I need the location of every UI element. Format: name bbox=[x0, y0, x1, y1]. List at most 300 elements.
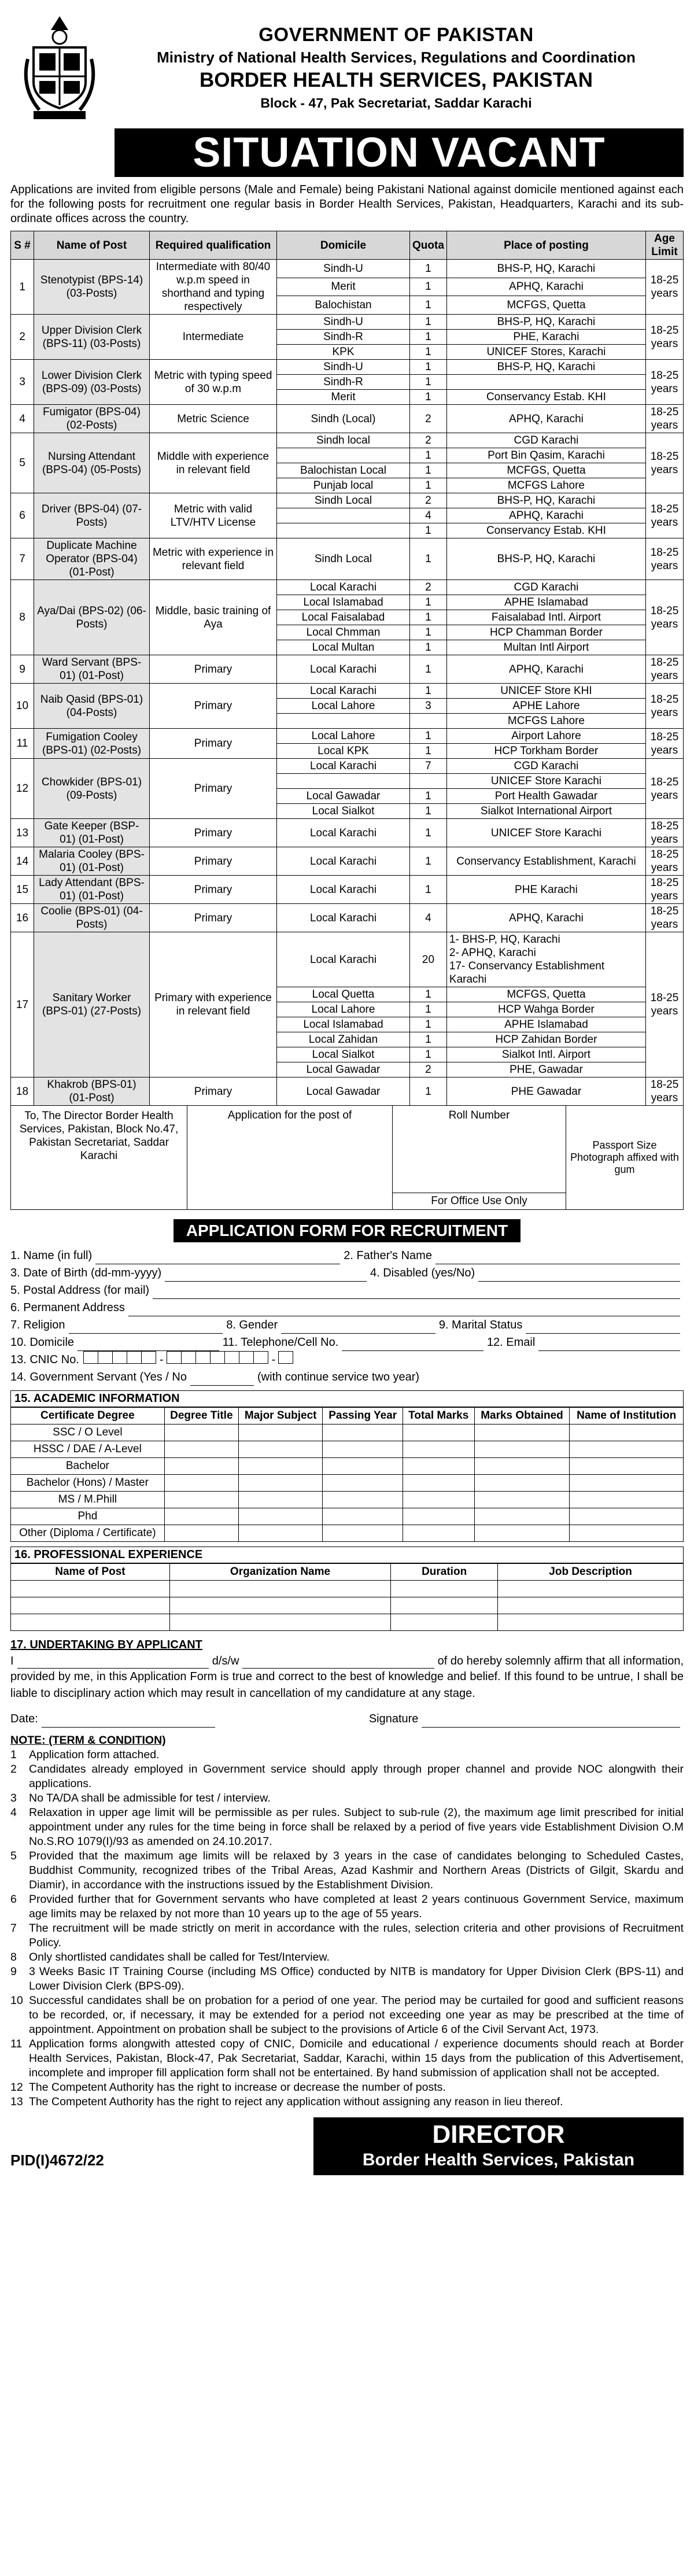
experience-input-cell[interactable] bbox=[11, 1581, 170, 1597]
cnic-digit-box bbox=[195, 1351, 211, 1364]
posting-cell: APHQ, Karachi bbox=[446, 508, 645, 523]
academic-input-cell[interactable] bbox=[164, 1475, 238, 1492]
undertaking-title: 17. UNDERTAKING BY APPLICANT bbox=[10, 1638, 202, 1651]
quota-cell: 1 bbox=[410, 789, 447, 804]
postal-address-label: 5. Postal Address (for mail) bbox=[10, 1284, 150, 1297]
postal-address-field[interactable] bbox=[153, 1286, 680, 1299]
dob-label: 3. Date of Birth (dd-mm-yyyy) bbox=[10, 1267, 162, 1279]
academic-input-cell[interactable] bbox=[238, 1458, 323, 1475]
table-header-cell: Domicile bbox=[277, 231, 410, 260]
age-limit-cell: 18-25 years bbox=[646, 493, 684, 538]
note-number: 2 bbox=[10, 1763, 17, 1776]
post-name-cell: Nursing Attendant (BPS-04) (05-Posts) bbox=[34, 433, 150, 493]
experience-input-cell[interactable] bbox=[391, 1614, 498, 1631]
academic-input-cell[interactable] bbox=[474, 1458, 570, 1475]
quota-cell: 1 bbox=[410, 375, 447, 390]
quota-cell: 1 bbox=[410, 625, 447, 640]
table-row bbox=[11, 1077, 684, 1106]
quota-cell: 1 bbox=[410, 610, 447, 625]
experience-row bbox=[11, 1597, 684, 1614]
posting-cell: CGD Karachi bbox=[446, 580, 645, 595]
academic-header-cell: Name of Institution bbox=[570, 1408, 684, 1424]
serial-cell: 17 bbox=[11, 932, 34, 1077]
note-text: Only shortlisted candidates shall be called for Test/Interview. bbox=[29, 1951, 330, 1964]
posting-cell: HCP Zahidan Border bbox=[446, 1032, 645, 1047]
domicile-cell: Sindh-U bbox=[277, 315, 410, 330]
posting-cell: APHE Lahore bbox=[446, 699, 645, 714]
domicile-cell: Sindh-R bbox=[277, 330, 410, 345]
academic-row bbox=[11, 1525, 684, 1542]
posting-cell: Port Health Gawadar bbox=[446, 789, 645, 804]
serial-cell: 5 bbox=[11, 433, 34, 493]
domicile-cell bbox=[277, 714, 410, 729]
religion-label: 7. Religion bbox=[10, 1319, 65, 1331]
religion-field[interactable] bbox=[69, 1321, 223, 1334]
serial-cell: 6 bbox=[11, 493, 34, 538]
experience-row bbox=[11, 1581, 684, 1597]
quota-cell: 1 bbox=[410, 330, 447, 345]
form-title: APPLICATION FORM FOR RECRUITMENT bbox=[174, 1219, 520, 1242]
qualification-cell: Intermediate bbox=[150, 315, 277, 360]
experience-input-cell[interactable] bbox=[498, 1614, 684, 1631]
posting-cell: APHE Islamabad bbox=[446, 1017, 645, 1032]
note-item bbox=[10, 1791, 684, 1806]
terms-title: NOTE: (TERM & CONDITION) bbox=[10, 1734, 166, 1747]
domicile-cell: Balochistan bbox=[277, 296, 410, 315]
domicile-cell: Local Faisalabad bbox=[277, 610, 410, 625]
cnic-digit-box bbox=[127, 1351, 142, 1364]
undertaking-name-field[interactable] bbox=[17, 1656, 209, 1669]
post-name-cell: Coolie (BPS-01) (04-Posts) bbox=[34, 904, 150, 932]
academic-input-cell[interactable] bbox=[238, 1424, 323, 1441]
serial-cell: 1 bbox=[11, 260, 34, 315]
quota-cell: 1 bbox=[410, 876, 447, 904]
quota-cell: 1 bbox=[410, 390, 447, 405]
domicile-cell: Local Karachi bbox=[277, 580, 410, 595]
academic-input-cell[interactable] bbox=[323, 1441, 403, 1458]
experience-section-title: 16. PROFESSIONAL EXPERIENCE bbox=[10, 1547, 684, 1563]
cnic-digit-box bbox=[167, 1351, 182, 1364]
age-limit-cell: 18-25 years bbox=[646, 580, 684, 655]
cnic-digit-box bbox=[83, 1351, 98, 1364]
note-text: Application form attached. bbox=[29, 1748, 160, 1761]
post-name-cell: Driver (BPS-04) (07-Posts) bbox=[34, 493, 150, 538]
domicile-cell bbox=[277, 774, 410, 789]
experience-input-cell[interactable] bbox=[498, 1581, 684, 1597]
vacancy-table bbox=[10, 231, 684, 1106]
undertaking-text2: provided by me, in this Application Form is true and correct to the best of knowledge and belief. If this found to be untrue, I shall be liable to disciplinary action which may result in cancellation of my candidature at any stage. bbox=[10, 1670, 684, 1700]
note-text: No TA/DA shall be admissible for test / interview. bbox=[29, 1792, 271, 1804]
posting-cell: APHQ, Karachi bbox=[446, 655, 645, 684]
posting-cell: CGD Karachi bbox=[446, 759, 645, 774]
note-item bbox=[10, 1762, 684, 1791]
posting-cell: Conservancy Estab. KHI bbox=[446, 390, 645, 405]
post-name-cell: Duplicate Machine Operator (BPS-04) (01-Post) bbox=[34, 538, 150, 580]
academic-input-cell[interactable] bbox=[474, 1441, 570, 1458]
academic-header-cell: Degree Title bbox=[164, 1408, 238, 1424]
note-item bbox=[10, 1921, 684, 1950]
academic-input-cell[interactable] bbox=[570, 1508, 684, 1525]
academic-input-cell[interactable] bbox=[570, 1475, 684, 1492]
cnic-digit-box bbox=[278, 1351, 293, 1364]
experience-header-cell: Job Description bbox=[498, 1564, 684, 1581]
table-row bbox=[11, 819, 684, 847]
age-limit-cell: 18-25 years bbox=[646, 819, 684, 847]
academic-input-cell[interactable] bbox=[323, 1492, 403, 1508]
cnic-digit-box bbox=[98, 1351, 113, 1364]
quota-cell: 4 bbox=[410, 508, 447, 523]
permanent-address-field[interactable] bbox=[128, 1304, 680, 1316]
quota-cell: 2 bbox=[410, 405, 447, 433]
quota-cell: 2 bbox=[410, 1062, 447, 1077]
cnic-field[interactable] bbox=[84, 1351, 293, 1368]
disabled-field[interactable] bbox=[478, 1269, 680, 1282]
experience-header-cell: Name of Post bbox=[11, 1564, 170, 1581]
age-limit-cell: 18-25 years bbox=[646, 847, 684, 876]
quota-cell: 1 bbox=[410, 847, 447, 876]
domicile-field[interactable] bbox=[77, 1338, 219, 1351]
qualification-cell: Primary bbox=[150, 876, 277, 904]
academic-input-cell[interactable] bbox=[403, 1441, 474, 1458]
qualification-cell: Metric with typing speed of 30 w.p.m bbox=[150, 360, 277, 405]
post-name-cell: Naib Qasid (BPS-01) (04-Posts) bbox=[34, 684, 150, 729]
domicile-cell: KPK bbox=[277, 345, 410, 360]
domicile-cell bbox=[277, 508, 410, 523]
domicile-cell bbox=[277, 523, 410, 538]
post-name-cell: Lady Attendant (BPS-01) (01-Post) bbox=[34, 876, 150, 904]
note-number: 13 bbox=[10, 2095, 23, 2108]
ministry-title: Ministry of National Health Services, Regulations and Coordination bbox=[157, 49, 636, 66]
domicile-cell: Local Gawadar bbox=[277, 1077, 410, 1106]
posting-cell: APHQ, Karachi bbox=[446, 405, 645, 433]
qualification-cell: Metric Science bbox=[150, 405, 277, 433]
post-name-cell: Malaria Cooley (BPS-01) (01-Post) bbox=[34, 847, 150, 876]
qualification-cell: Primary bbox=[150, 1077, 277, 1106]
academic-header-cell: Marks Obtained bbox=[474, 1408, 570, 1424]
telephone-field[interactable] bbox=[342, 1338, 483, 1351]
academic-input-cell[interactable] bbox=[403, 1424, 474, 1441]
post-name-cell: Fumigator (BPS-04) (02-Posts) bbox=[34, 405, 150, 433]
date-field[interactable] bbox=[42, 1715, 215, 1728]
cnic-dash: - bbox=[159, 1353, 164, 1366]
posting-cell: Faisalabad Intl. Airport bbox=[446, 610, 645, 625]
table-row bbox=[11, 260, 684, 278]
table-header-cell: Name of Post bbox=[34, 231, 150, 260]
academic-input-cell[interactable] bbox=[403, 1525, 474, 1542]
quota-cell: 1 bbox=[410, 1047, 447, 1062]
posting-cell: MCFGS, Quetta bbox=[446, 296, 645, 315]
academic-input-cell[interactable] bbox=[238, 1441, 323, 1458]
academic-input-cell[interactable] bbox=[570, 1525, 684, 1542]
academic-input-cell[interactable] bbox=[323, 1458, 403, 1475]
gender-field[interactable] bbox=[281, 1321, 435, 1334]
intro-paragraph: Applications are invited from eligible persons (Male and Female) being Pakistani National against domicile mentioned against each for the following posts for recruitment one regular basis in Border Health Services, Pakistan, Headquarters, Karachi and its sub-ordinate offices across the country. bbox=[10, 183, 684, 225]
note-item bbox=[10, 1892, 684, 1921]
application-header-box bbox=[10, 1106, 684, 1210]
table-row bbox=[11, 538, 684, 580]
experience-input-cell[interactable] bbox=[11, 1614, 170, 1631]
cnic-digit-box bbox=[239, 1351, 254, 1364]
cnic-digit-box bbox=[210, 1351, 225, 1364]
quota-cell: 7 bbox=[410, 759, 447, 774]
academic-table bbox=[10, 1407, 684, 1542]
domicile-cell: Local Karachi bbox=[277, 847, 410, 876]
quota-cell: 2 bbox=[410, 580, 447, 595]
qualification-cell: Primary bbox=[150, 759, 277, 819]
posting-cell: 1- BHS-P, HQ, Karachi 2- APHQ, Karachi 17- Conservancy Establishment Karachi bbox=[446, 932, 645, 987]
academic-input-cell[interactable] bbox=[164, 1458, 238, 1475]
marital-status-field[interactable] bbox=[526, 1321, 680, 1334]
domicile-label: 10. Domicile bbox=[10, 1336, 75, 1349]
experience-input-cell[interactable] bbox=[498, 1597, 684, 1614]
serial-cell: 16 bbox=[11, 904, 34, 932]
academic-input-cell[interactable] bbox=[164, 1424, 238, 1441]
quota-cell: 2 bbox=[410, 433, 447, 448]
academic-header-cell: Total Marks bbox=[403, 1408, 474, 1424]
academic-input-cell[interactable] bbox=[474, 1492, 570, 1508]
cnic-digit-box bbox=[181, 1351, 196, 1364]
table-row bbox=[11, 729, 684, 744]
academic-input-cell[interactable] bbox=[323, 1475, 403, 1492]
quota-cell: 1 bbox=[410, 315, 447, 330]
note-text: Application forms alongwith attested copy of CNIC, Domicile and educational / experience documents should reach at Border Health Services, Pakistan, Block-47, Pak Secretariat, Saddar, Karachi, within 15 days from the publication of this Advertisement, incomplete and improper fill application form shall not be entertained. By hand submission of application shall not be accepted. bbox=[29, 2038, 684, 2079]
qualification-cell: Primary bbox=[150, 684, 277, 729]
academic-input-cell[interactable] bbox=[323, 1525, 403, 1542]
note-number: 9 bbox=[10, 1965, 17, 1978]
domicile-cell: Local Karachi bbox=[277, 759, 410, 774]
table-row bbox=[11, 932, 684, 987]
serial-cell: 8 bbox=[11, 580, 34, 655]
addressee: To, The Director Border Health Services, Pakistan, Block No.47, Pakistan Secretariat, Saddar Karachi bbox=[11, 1106, 187, 1209]
domicile-cell: Local Sialkot bbox=[277, 804, 410, 819]
academic-input-cell[interactable] bbox=[323, 1508, 403, 1525]
note-text: Provided further that for Government servants who have completed at least 2 years continuous Government Service, maximum age limits may be relaxed by not more than 10 years up to the age of 55 years. bbox=[29, 1893, 684, 1920]
note-text: The recruitment will be made strictly on merit in accordance with the rules, selection criteria and other provisions of Recruitment Policy. bbox=[29, 1922, 684, 1949]
academic-header-cell: Major Subject bbox=[238, 1408, 323, 1424]
undertaking-section bbox=[10, 1637, 684, 1728]
domicile-cell: Sindh Local bbox=[277, 493, 410, 508]
note-number: 8 bbox=[10, 1951, 17, 1964]
academic-input-cell[interactable] bbox=[238, 1525, 323, 1542]
posting-cell: CGD Karachi bbox=[446, 433, 645, 448]
roll-number-label: Roll Number bbox=[448, 1109, 510, 1121]
quota-cell: 1 bbox=[410, 595, 447, 610]
quota-cell: 1 bbox=[410, 655, 447, 684]
posting-cell: Airport Lahore bbox=[446, 729, 645, 744]
posting-cell: HCP Chamman Border bbox=[446, 625, 645, 640]
table-row bbox=[11, 315, 684, 330]
academic-row bbox=[11, 1458, 684, 1475]
quota-cell: 1 bbox=[410, 1002, 447, 1017]
experience-table bbox=[10, 1563, 684, 1631]
table-row bbox=[11, 684, 684, 699]
age-limit-cell: 18-25 years bbox=[646, 932, 684, 1077]
note-item bbox=[10, 1748, 684, 1762]
quota-cell: 1 bbox=[410, 278, 447, 296]
post-name-cell: Aya/Dai (BPS-02) (06-Posts) bbox=[34, 580, 150, 655]
academic-input-cell[interactable] bbox=[238, 1508, 323, 1525]
serial-cell: 10 bbox=[11, 684, 34, 729]
cnic-digit-box bbox=[141, 1351, 156, 1364]
table-row bbox=[11, 847, 684, 876]
experience-input-cell[interactable] bbox=[391, 1581, 498, 1597]
academic-degree-cell: HSSC / DAE / A-Level bbox=[11, 1441, 165, 1458]
academic-degree-cell: Phd bbox=[11, 1508, 165, 1525]
table-row bbox=[11, 580, 684, 595]
table-row bbox=[11, 876, 684, 904]
serial-cell: 4 bbox=[11, 405, 34, 433]
serial-cell: 13 bbox=[11, 819, 34, 847]
vacancy-table-header bbox=[11, 231, 684, 260]
domicile-cell: Local Quetta bbox=[277, 987, 410, 1002]
academic-degree-cell: Bachelor (Hons) / Master bbox=[11, 1475, 165, 1492]
posting-cell: APHE Islamabad bbox=[446, 595, 645, 610]
serial-cell: 3 bbox=[11, 360, 34, 405]
undertaking-relation-field[interactable] bbox=[242, 1656, 434, 1669]
academic-header-cell: Certificate Degree bbox=[11, 1408, 165, 1424]
application-post-field[interactable] bbox=[187, 1106, 393, 1209]
academic-input-cell[interactable] bbox=[474, 1525, 570, 1542]
posting-cell: PHE Gawadar bbox=[446, 1077, 645, 1106]
quota-cell bbox=[410, 774, 447, 789]
experience-input-cell[interactable] bbox=[169, 1597, 390, 1614]
academic-row bbox=[11, 1441, 684, 1458]
academic-input-cell[interactable] bbox=[403, 1508, 474, 1525]
posting-cell: BHS-P, HQ, Karachi bbox=[446, 538, 645, 580]
age-limit-cell: 18-25 years bbox=[646, 315, 684, 360]
quota-cell: 1 bbox=[410, 729, 447, 744]
academic-input-cell[interactable] bbox=[474, 1475, 570, 1492]
domicile-cell: Local Sialkot bbox=[277, 1047, 410, 1062]
academic-input-cell[interactable] bbox=[570, 1458, 684, 1475]
academic-input-cell[interactable] bbox=[164, 1441, 238, 1458]
note-number: 4 bbox=[10, 1806, 17, 1819]
experience-row bbox=[11, 1614, 684, 1631]
qualification-cell: Metric with valid LTV/HTV License bbox=[150, 493, 277, 538]
academic-input-cell[interactable] bbox=[474, 1424, 570, 1441]
domicile-cell: Local Lahore bbox=[277, 729, 410, 744]
domicile-cell: Sindh-U bbox=[277, 360, 410, 375]
undertaking-dsw: d/s/w bbox=[212, 1655, 239, 1667]
quota-cell: 1 bbox=[410, 1032, 447, 1047]
age-limit-cell: 18-25 years bbox=[646, 904, 684, 932]
name-label: 1. Name (in full) bbox=[10, 1249, 93, 1262]
govt-title: GOVERNMENT OF PAKISTAN bbox=[259, 24, 534, 45]
note-number: 3 bbox=[10, 1792, 17, 1804]
quota-cell: 2 bbox=[410, 493, 447, 508]
academic-input-cell[interactable] bbox=[238, 1492, 323, 1508]
post-name-cell: Sanitary Worker (BPS-01) (27-Posts) bbox=[34, 932, 150, 1077]
posting-cell: UNICEF Store Karachi bbox=[446, 819, 645, 847]
table-row bbox=[11, 759, 684, 774]
situation-vacant-banner: SITUATION VACANT bbox=[115, 128, 684, 177]
note-item bbox=[10, 1965, 684, 1994]
posting-cell: UNICEF Store Karachi bbox=[446, 774, 645, 789]
academic-input-cell[interactable] bbox=[570, 1441, 684, 1458]
academic-input-cell[interactable] bbox=[164, 1508, 238, 1525]
academic-input-cell[interactable] bbox=[164, 1525, 238, 1542]
quota-cell: 1 bbox=[410, 987, 447, 1002]
cnic-digit-box bbox=[224, 1351, 239, 1364]
table-header-cell: S # bbox=[11, 231, 34, 260]
domicile-cell: Local Karachi bbox=[277, 684, 410, 699]
post-name-cell: Ward Servant (BPS-01) (01-Post) bbox=[34, 655, 150, 684]
signature-label: Signature bbox=[368, 1713, 419, 1725]
serial-cell: 14 bbox=[11, 847, 34, 876]
serial-cell: 9 bbox=[11, 655, 34, 684]
domicile-cell: Sindh Local bbox=[277, 538, 410, 580]
quota-cell: 1 bbox=[410, 744, 447, 759]
academic-input-cell[interactable] bbox=[474, 1508, 570, 1525]
note-text: The Competent Authority has the right to increase or decrease the number of posts. bbox=[29, 2081, 446, 2094]
note-item bbox=[10, 2037, 684, 2080]
email-label: 12. Email bbox=[486, 1336, 536, 1349]
posting-cell: UNICEF Stores, Karachi bbox=[446, 345, 645, 360]
qualification-cell: Primary bbox=[150, 655, 277, 684]
name-field[interactable] bbox=[95, 1252, 340, 1264]
father-name-field[interactable] bbox=[435, 1252, 680, 1264]
undertaking-text1: of do hereby solemnly affirm that all information, bbox=[437, 1655, 684, 1667]
academic-degree-cell: MS / M.Phill bbox=[11, 1492, 165, 1508]
domicile-cell: Punjab local bbox=[277, 478, 410, 493]
academic-input-cell[interactable] bbox=[570, 1492, 684, 1508]
academic-input-cell[interactable] bbox=[403, 1458, 474, 1475]
experience-input-cell[interactable] bbox=[11, 1597, 170, 1614]
academic-input-cell[interactable] bbox=[238, 1475, 323, 1492]
posting-cell: BHS-P, HQ, Karachi bbox=[446, 260, 645, 278]
domicile-cell: Local Multan bbox=[277, 640, 410, 655]
experience-input-cell[interactable] bbox=[391, 1597, 498, 1614]
note-number: 7 bbox=[10, 1922, 17, 1935]
signature-field[interactable] bbox=[422, 1715, 680, 1728]
age-limit-cell: 18-25 years bbox=[646, 260, 684, 315]
email-field[interactable] bbox=[538, 1338, 680, 1351]
note-number: 12 bbox=[10, 2081, 23, 2094]
domicile-cell: Sindh local bbox=[277, 433, 410, 448]
posting-cell: APHQ, Karachi bbox=[446, 904, 645, 932]
quota-cell: 1 bbox=[410, 1077, 447, 1106]
qualification-cell: Middle, basic training of Aya bbox=[150, 580, 277, 655]
academic-input-cell[interactable] bbox=[323, 1424, 403, 1441]
table-row bbox=[11, 655, 684, 684]
academic-input-cell[interactable] bbox=[403, 1492, 474, 1508]
academic-input-cell[interactable] bbox=[403, 1475, 474, 1492]
photo-box: Passport Size Photograph affixed with gum bbox=[570, 1139, 679, 1175]
experience-input-cell[interactable] bbox=[169, 1581, 390, 1597]
posting-cell: MCFGS Lahore bbox=[446, 478, 645, 493]
quota-cell: 1 bbox=[410, 345, 447, 360]
experience-input-cell[interactable] bbox=[169, 1614, 390, 1631]
academic-input-cell[interactable] bbox=[570, 1424, 684, 1441]
domicile-cell: Local Karachi bbox=[277, 655, 410, 684]
domicile-cell: Local Karachi bbox=[277, 932, 410, 987]
experience-header-cell: Organization Name bbox=[169, 1564, 390, 1581]
quota-cell: 1 bbox=[410, 478, 447, 493]
application-post-label: Application for the post of bbox=[227, 1109, 352, 1121]
table-row bbox=[11, 433, 684, 448]
posting-cell: BHS-P, HQ, Karachi bbox=[446, 315, 645, 330]
director-org: Border Health Services, Pakistan bbox=[362, 2150, 635, 2169]
domicile-cell: Local Karachi bbox=[277, 904, 410, 932]
dob-field[interactable] bbox=[165, 1269, 367, 1282]
academic-degree-cell: Other (Diploma / Certificate) bbox=[11, 1525, 165, 1542]
roll-number-box[interactable] bbox=[393, 1106, 566, 1209]
posting-cell: BHS-P, HQ, Karachi bbox=[446, 493, 645, 508]
posting-cell: Sialkot International Airport bbox=[446, 804, 645, 819]
govt-servant-field[interactable] bbox=[190, 1373, 254, 1386]
quota-cell: 1 bbox=[410, 523, 447, 538]
academic-input-cell[interactable] bbox=[164, 1492, 238, 1508]
